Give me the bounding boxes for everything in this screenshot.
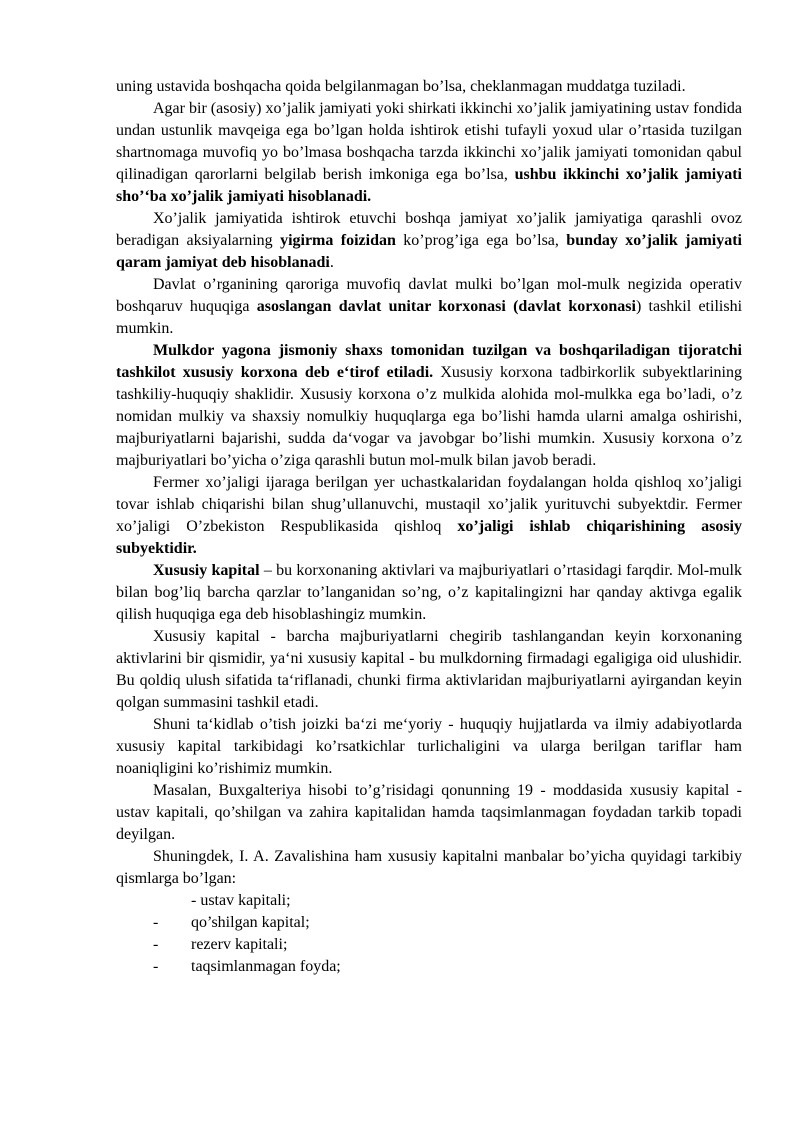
bold-text: xo’jaligi ishlab chiqarishining asosiy subyektidir.	[116, 518, 742, 557]
paragraph	[116, 274, 742, 340]
bold-text: Mulkdor yagona jismoniy shaxs tomonidan tuzilgan va boshqariladigan tijoratchi tashkilot xususiy korxona deb e‘tirof etiladi.	[116, 342, 742, 381]
list-item-text: taqsimlanmagan foyda;	[191, 958, 341, 975]
capital-components-list	[116, 890, 742, 978]
text-run: Davlat o’rganining qaroriga muvofiq davlat mulki bo’lgan mol-mulk negizida operativ boshqaruv huquqiga	[116, 276, 742, 315]
text-run: ) tashkil etilishi mumkin.	[116, 298, 743, 337]
text-run: uning ustavida boshqacha qoida belgilanmagan bo’lsa, cheklanmagan muddatga tuziladi.	[116, 78, 686, 95]
paragraph	[116, 846, 742, 890]
text-run: Shuni ta‘kidlab o’tish joizki ba‘zi me‘yoriy - huquqiy hujjatlarda va ilmiy adabiyotlarda xususiy kapital tarkibidagi ko’rsatkichlar turlichaligini va ularga berilgan tariflar ham noaniqligini ko’rishimiz mumkin.	[116, 716, 742, 777]
list-item-text: - ustav kapitali;	[191, 892, 291, 909]
paragraph	[116, 76, 742, 98]
text-run: .	[329, 254, 334, 271]
text-run: – bu korxonaning aktivlari va majburiyatlari o’rtasidagi farqdir. Mol-mulk bilan bog’liq barcha qarzlar to’langanidan so’ng, o’z kapitalingizni har qanday aktivga egalik qilish huquqiga ega deb hisoblashingiz mumkin.	[116, 562, 743, 623]
bold-text: yigirma foizidan	[280, 232, 396, 249]
paragraph	[116, 98, 742, 208]
bold-text: ushbu ikkinchi xo’jalik jamiyati sho’‘ba xo’jalik jamiyati hisoblanadi.	[116, 166, 742, 205]
text-run: Agar bir (asosiy) xo’jalik jamiyati yoki shirkati ikkinchi xo’jalik jamiyatining ustav fondida undan ustunlik mavqeiga ega bo’lgan holda ishtirok etishi tufayli yoxud ular o’rtasida tuzilgan shartnomaga muvofiq yo bo’lmasa boshqacha tarzda ikkinchi xo’jalik jamiyati tomonidan qabul qilinadigan qarorlarni belgilab berish imkoniga ega bo’lsa,	[116, 100, 742, 183]
paragraph	[116, 340, 742, 472]
paragraph	[116, 714, 742, 780]
bold-text: Xususiy kapital	[153, 562, 260, 579]
text-run: Masalan, Buxgalteriya hisobi to’g’risidagi qonunning 19 - moddasida xususiy kapital - ustav kapitali, qo’shilgan va zahira kapitalidan hamda taqsimlanmagan foydadan tarkib topadi deyilgan.	[116, 782, 742, 843]
text-run: ko’prog’iga ega bo’lsa,	[395, 232, 567, 249]
bold-text: bunday xo’jalik jamiyati qaram jamiyat deb hisoblanadi	[116, 232, 742, 271]
text-run: Shuningdek, I. A. Zavalishina ham xususiy kapitalni manbalar bo’yicha quyidagi tarkibiy qismlarga bo’lgan:	[116, 848, 742, 887]
list-dash: -	[153, 914, 159, 931]
bold-text: asoslangan davlat unitar korxonasi (davlat korxonasi	[256, 298, 636, 315]
list-item	[116, 934, 742, 956]
list-item-text: qo’shilgan kapital;	[191, 914, 310, 931]
text-run: Fermer xo’jaligi ijaraga berilgan yer uchastkalaridan foydalangan holda qishloq xo’jaligi tovar ishlab chiqarishi bilan shug’ullanuvchi, mustaqil xo’jalik yurituvchi subyektdir. Fermer xo’jaligi O’zbekiston Respublikasida qishloq	[116, 474, 742, 535]
body-text	[116, 76, 742, 890]
list-item-text: rezerv kapitali;	[191, 936, 288, 953]
text-run: Xususiy korxona tadbirkorlik subyektlarining tashkiliy-huquqiy shaklidir. Xususiy korxona o’z mulkida alohida mol-mulkka ega bo’ladi, o’z nomidan mulkiy va shaxsiy nomulkiy huquqlarga ega bo’lishi hamda ularni amalga oshirishi, majburiyatlarni bajarishi, sudda da‘vogar va javobgar bo’lishi mumkin. Xususiy korxona o’z majburiyatlari bo’yicha o’ziga qarashli butun mol-mulk bilan javob beradi.	[116, 364, 742, 469]
list-dash: -	[153, 936, 159, 953]
paragraph	[116, 560, 742, 626]
list-item	[116, 912, 742, 934]
paragraph	[116, 780, 742, 846]
paragraph	[116, 472, 742, 560]
text-run: Xususiy kapital - barcha majburiyatlarni chegirib tashlangandan keyin korxonaning aktivlarini bir qismidir, ya‘ni xususiy kapital - bu mulkdorning firmadagi egaligiga oid ulushidir. Bu qoldiq ulush sifatida ta‘riflanadi, chunki firma aktivlaridan majburiyatlarni ayirgandan keyin qolgan summasini tashkil etadi.	[116, 628, 742, 711]
text-run: Xo’jalik jamiyatida ishtirok etuvchi boshqa jamiyat xo’jalik jamiyatiga qarashli ovoz beradigan aksiyalarning	[116, 210, 742, 249]
list-item	[116, 890, 742, 912]
paragraph	[116, 208, 742, 274]
list-dash: -	[153, 958, 159, 975]
list-item	[116, 956, 742, 978]
document-page	[116, 76, 742, 978]
paragraph	[116, 626, 742, 714]
